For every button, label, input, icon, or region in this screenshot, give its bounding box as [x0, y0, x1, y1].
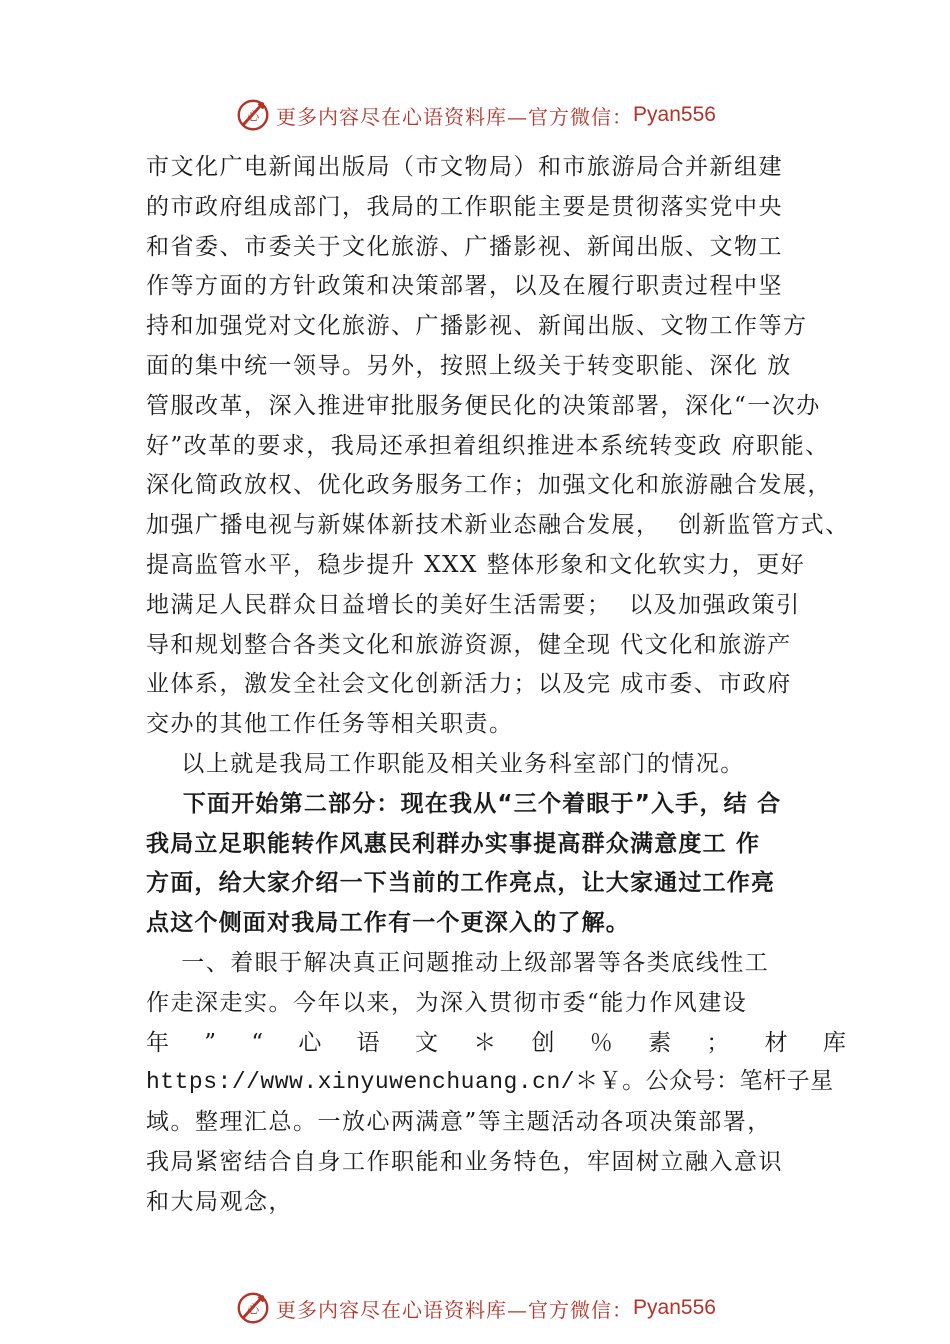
body-line: 加强广播电视与新媒体新技术新业态融合发展， 创新监管方式、: [146, 512, 850, 539]
body-line: 地满足人民群众日益增长的美好生活需要； 以及加强政策引: [146, 591, 801, 618]
bold-heading-line: 点这个侧面对我局工作有一个更深入的了解。: [146, 910, 630, 937]
spread-token: 年: [146, 1029, 169, 1056]
spread-token: 素: [648, 1029, 672, 1056]
spread-token: 材: [764, 1029, 788, 1056]
watermark-banner-top: [0, 93, 950, 137]
watermark-id: Pyan556: [633, 103, 716, 126]
body-line: 提高监管水平，稳步提升 XXX 整体形象和文化软实力，更好: [146, 551, 806, 578]
spread-token: 语: [356, 1029, 380, 1056]
body-line: 和省委、市委关于文化旅游、广播影视、新闻出版、文物工: [146, 233, 783, 260]
watermark-id: Pyan556: [633, 1296, 716, 1319]
bold-heading-line: 方面，给大家介绍一下当前的工作亮点，让大家通过工作亮: [146, 870, 776, 897]
bold-heading-line: 我局立足职能转作风惠民利群办实事提高群众满意度工 作: [146, 830, 761, 857]
body-line: 和大局观念，: [146, 1188, 293, 1215]
body-line: 业体系，激发全社会文化创新活力；以及完 成市委、市政府: [146, 671, 792, 698]
body-line: 深化简政放权、优化政务服务工作；加强文化和旅游融合发展，: [146, 472, 832, 499]
spread-token: 文: [414, 1029, 438, 1056]
spread-token: 创: [531, 1029, 555, 1056]
body-line: 我局紧密结合自身工作职能和业务特色，牢固树立融入意识: [146, 1148, 783, 1175]
section-line: 作走深走实。今年以来，为深入贯彻市委“能力作风建设: [146, 989, 748, 1016]
body-line: 市文化广电新闻出版局（市文物局）和市旅游局合并新组建: [146, 154, 783, 180]
body-line: 持和加强党对文化旅游、广播影视、新闻出版、文物工作等方: [146, 313, 808, 340]
svg-text:心: 心: [246, 109, 260, 124]
watermark-text: 更多内容尽在心语资料库—官方微信：: [276, 1297, 634, 1322]
body-line: 管服改革，深入推进审批服务便民化的决策部署，深化“一次办: [146, 392, 821, 419]
pen-logo-icon: [234, 1289, 272, 1327]
watermark-banner-bottom: [0, 1286, 950, 1330]
url-line: https://www.xinyuwenchuang.cn/＊￥。公众号：笔杆子星: [146, 1069, 834, 1096]
spread-token: ”: [204, 1029, 217, 1056]
body-line: 好”改革的要求，我局还承担着组织推进本系统转变政 府职能、: [146, 432, 830, 459]
spread-token: 心: [298, 1029, 322, 1056]
spread-token: ％: [589, 1029, 613, 1056]
body-line: 域。整理汇总。一放心两满意”等主题活动各项决策部署，: [146, 1109, 772, 1136]
svg-text:心: 心: [246, 1302, 260, 1317]
spread-token: ；: [706, 1029, 730, 1056]
spread-token: 库: [822, 1029, 846, 1056]
body-line: 面的集中统一领导。另外，按照上级关于转变职能、深化 放: [146, 352, 792, 379]
body-line: 交办的其他工作任务等相关职责。: [146, 711, 514, 738]
watermark-text: 更多内容尽在心语资料库—官方微信：: [276, 104, 634, 129]
pen-logo-icon: [234, 96, 272, 134]
section-line: 一、着眼于解决真正问题推动上级部署等各类底线性工: [146, 949, 770, 976]
body-line: 作等方面的方针政策和决策部署，以及在履行职责过程中坚: [146, 273, 783, 300]
document-body: [146, 148, 850, 1223]
body-line: 导和规划整合各类文化和旅游资源，健全现 代文化和旅游产: [146, 631, 792, 658]
spread-token: ＊: [473, 1029, 497, 1056]
spread-token: “: [251, 1029, 264, 1056]
body-line: 的市政府组成部门，我局的工作职能主要是贯彻落实党中央: [146, 193, 783, 220]
body-line: 以上就是我局工作职能及相关业务科室部门的情况。: [146, 750, 745, 777]
bold-heading-line: 下面开始第二部分：现在我从“三个着眼于”入手，结 合: [146, 790, 782, 817]
spread-text-line: [146, 1024, 846, 1064]
